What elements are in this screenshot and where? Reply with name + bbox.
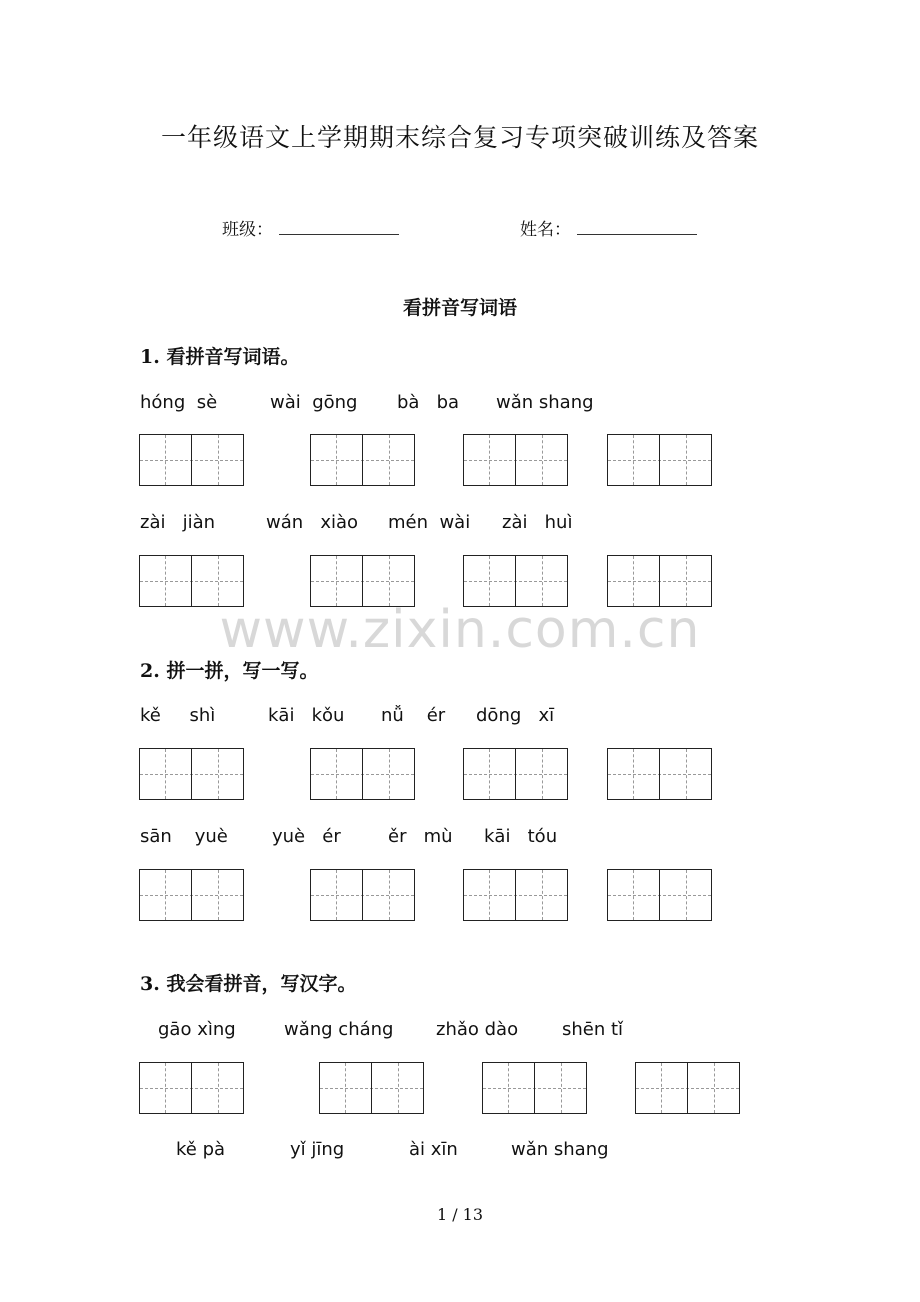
- writing-grid[interactable]: [463, 748, 568, 800]
- pinyin-label: kě shì: [140, 705, 216, 726]
- pinyin-label: yuè ér: [272, 826, 341, 847]
- page-number: 1 / 13: [436, 1205, 484, 1224]
- writing-grid[interactable]: [310, 434, 415, 486]
- pinyin-label: mén wài: [388, 512, 471, 533]
- question-2-title: 2. 拼一拼，写一写。: [140, 660, 319, 682]
- pinyin-label: bà ba: [397, 392, 460, 413]
- pinyin-label: zài huì: [502, 512, 573, 533]
- pinyin-label: dōng xī: [476, 705, 555, 726]
- question-1-title: 1. 看拼音写词语。: [140, 346, 300, 368]
- pinyin-label: kě pà: [176, 1139, 226, 1160]
- pinyin-label: hóng sè: [140, 392, 218, 413]
- writing-grid[interactable]: [607, 869, 712, 921]
- writing-grid[interactable]: [139, 1062, 244, 1114]
- pinyin-label: wán xiào: [266, 512, 359, 533]
- pinyin-label: ài xīn: [409, 1139, 458, 1160]
- pinyin-label: shēn tǐ: [562, 1019, 624, 1040]
- pinyin-label: sān yuè: [140, 826, 228, 847]
- pinyin-label: kāi tóu: [484, 826, 558, 847]
- writing-grid[interactable]: [607, 434, 712, 486]
- pinyin-label: ěr mù: [388, 826, 453, 847]
- pinyin-label: wài gōng: [270, 392, 358, 413]
- name-label: 姓名：: [520, 220, 571, 240]
- pinyin-label: nǚ ér: [381, 705, 446, 726]
- writing-grid[interactable]: [310, 748, 415, 800]
- class-label: 班级：: [222, 220, 273, 240]
- document-title: 一年级语文上学期期末综合复习专项突破训练及答案: [160, 123, 759, 152]
- writing-grid[interactable]: [635, 1062, 740, 1114]
- pinyin-label: wǎn shang: [496, 392, 594, 413]
- writing-grid[interactable]: [607, 748, 712, 800]
- writing-grid[interactable]: [463, 869, 568, 921]
- writing-grid[interactable]: [319, 1062, 424, 1114]
- writing-grid[interactable]: [482, 1062, 587, 1114]
- pinyin-label: zài jiàn: [140, 512, 216, 533]
- writing-grid[interactable]: [310, 869, 415, 921]
- writing-grid[interactable]: [463, 434, 568, 486]
- watermark: www.zixin.com.cn: [219, 600, 701, 660]
- section-heading: 看拼音写词语: [402, 297, 517, 319]
- pinyin-label: gāo xìng: [158, 1019, 236, 1040]
- name-blank-line: [577, 234, 697, 235]
- pinyin-label: kāi kǒu: [268, 705, 345, 726]
- writing-grid[interactable]: [139, 748, 244, 800]
- question-3-title: 3. 我会看拼音，写汉字。: [140, 973, 357, 995]
- pinyin-label: wǎng cháng: [284, 1019, 394, 1040]
- pinyin-label: yǐ jīng: [290, 1139, 345, 1160]
- writing-grid[interactable]: [139, 869, 244, 921]
- pinyin-label: zhǎo dào: [436, 1019, 519, 1040]
- writing-grid[interactable]: [139, 434, 244, 486]
- class-blank-line: [279, 234, 399, 235]
- pinyin-label: wǎn shang: [511, 1139, 609, 1160]
